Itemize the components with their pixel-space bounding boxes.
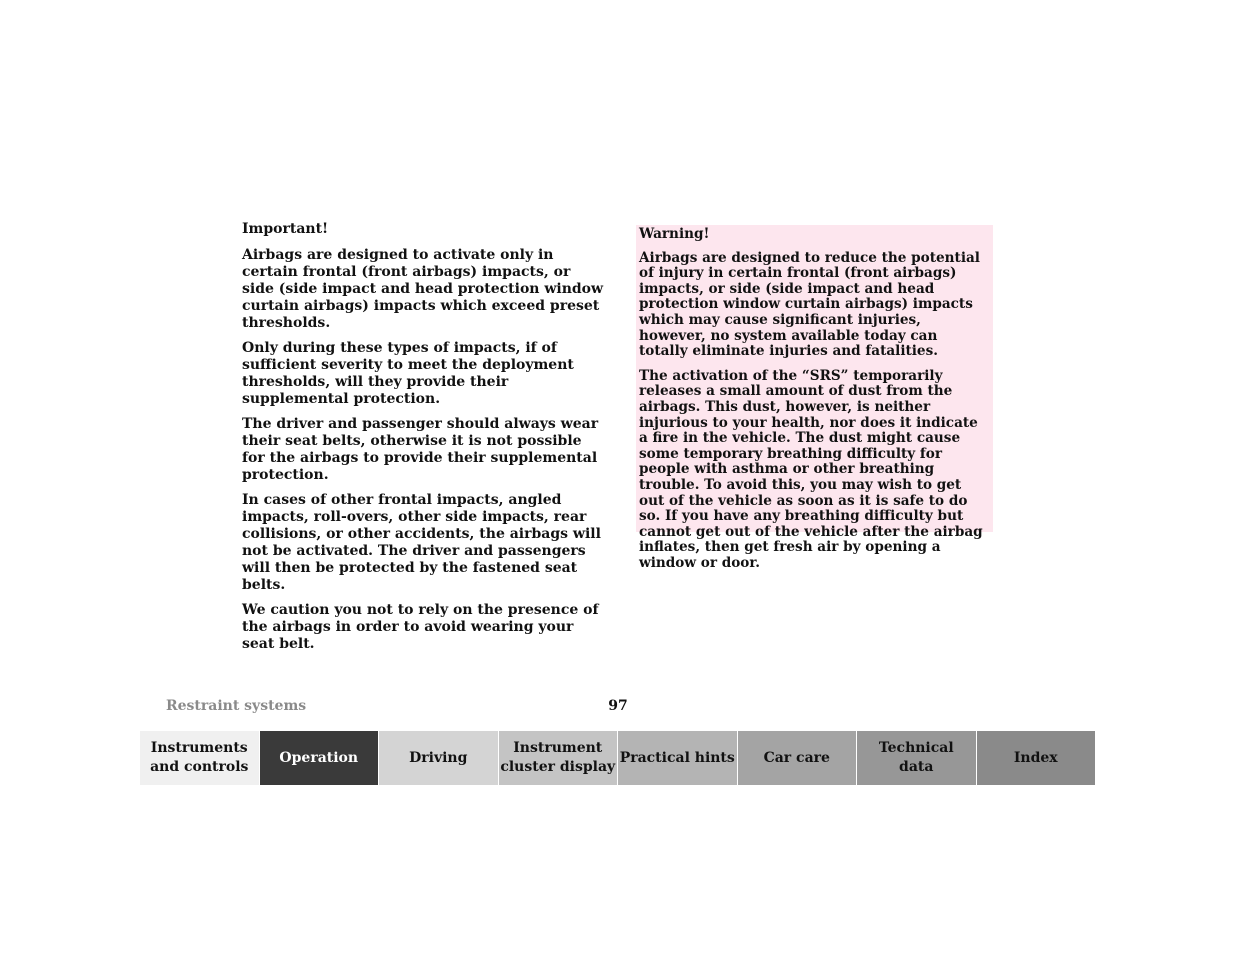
- important-heading: Important!: [242, 221, 329, 237]
- tab-instrument-cluster-display[interactable]: Instrument cluster display: [499, 731, 619, 785]
- warning-paragraph: The activation of the “SRS” temporarily releases a small amount of dust from the airbags. This dust, however, is neither injurious to your health, nor does it indicate a fire in the vehicle. The dust might cause some temporary breathing difficulty for people with asthma or other breathing trouble. To avoid this, you may wish to get out of the vehicle as soon as it is safe to do so. If you have any breathing difficulty but cannot get out of the vehicle after the airbag inflates, then get fresh air by opening a window or door.: [639, 367, 983, 571]
- tab-driving[interactable]: Driving: [379, 731, 499, 785]
- warning-box: [636, 225, 993, 571]
- important-paragraph: Airbags are designed to activate only in certain frontal (front airbags) impacts, or side (side impact and head protection window curtain airbags) impacts which exceed preset thresholds.: [242, 247, 604, 331]
- tab-car-care[interactable]: Car care: [738, 731, 858, 785]
- important-paragraph: Only during these types of impacts, if of sufficient severity to meet the deployment thresholds, will they provide their supplemental protection.: [242, 340, 574, 407]
- tab-index[interactable]: Index: [977, 731, 1096, 785]
- chapter-navigation: [140, 731, 1095, 785]
- tab-instruments-and-controls[interactable]: Instruments and controls: [140, 731, 260, 785]
- warning-heading: Warning!: [639, 226, 710, 242]
- important-notice: [242, 221, 604, 661]
- tab-operation[interactable]: Operation: [260, 731, 380, 785]
- section-title: Restraint systems: [166, 698, 307, 714]
- tab-practical-hints[interactable]: Practical hints: [618, 731, 738, 785]
- important-paragraph: We caution you not to rely on the presence of the airbags in order to avoid wearing your seat belt.: [242, 602, 599, 652]
- tab-technical-data[interactable]: Technical data: [857, 731, 977, 785]
- page-number: 97: [608, 698, 628, 714]
- important-paragraph: The driver and passenger should always wear their seat belts, otherwise it is not possible for the airbags to provide their supplemental protection.: [242, 416, 599, 483]
- warning-paragraph: Airbags are designed to reduce the potential of injury in certain frontal (front airbags) impacts, or side (side impact and head protection window curtain airbags) impacts which may cause significant injuries, however, no system available today can totally eliminate injuries and fatalities.: [639, 249, 980, 360]
- important-paragraph: In cases of other frontal impacts, angled impacts, roll-overs, other side impacts, rear collisions, or other accidents, the airbags will not be activated. The driver and passengers will then be protected by the fastened seat belts.: [242, 492, 601, 593]
